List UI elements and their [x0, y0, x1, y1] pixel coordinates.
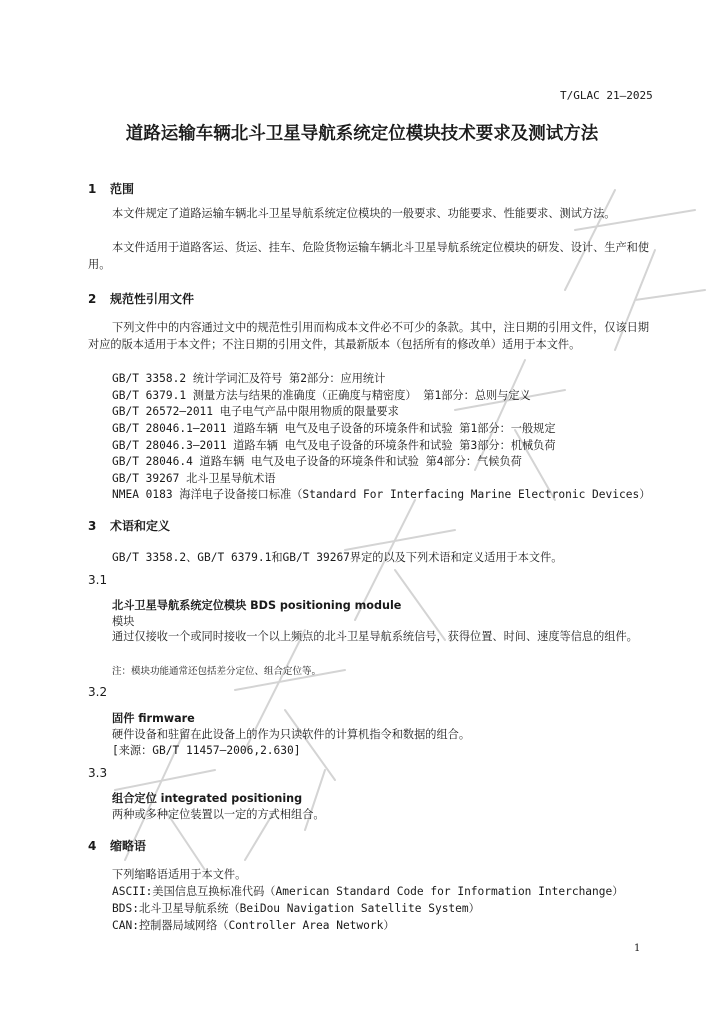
- term-number: 3.2: [88, 685, 108, 699]
- reference-item: GB/T 28046.3—2011 道路车辆 电气及电子设备的环境条件和试验 第3部分：机械负荷: [112, 439, 556, 452]
- scope-paragraph-2: 本文件适用于道路客运、货运、挂车、危险货物运输车辆北斗卫星导航系统定位模块的研发、设计、生产和使用。: [88, 241, 650, 271]
- reference-item: GB/T 3358.2 统计学词汇及符号 第2部分：应用统计: [112, 372, 386, 385]
- reference-item: GB/T 26572—2011 电子电气产品中限用物质的限量要求: [112, 405, 399, 418]
- term-entry: 组合定位 integrated positioning: [112, 792, 303, 805]
- term-definition: 硬件设备和驻留在此设备上的作为只读软件的计算机指令和数据的组合。: [112, 728, 471, 741]
- section-2-heading: [88, 290, 194, 307]
- section-number: 2: [88, 292, 97, 306]
- normative-references-intro: 下列文件中的内容通过文中的规范性引用而构成本文件必不可少的条款。其中，注日期的引用文件，仅该日期对应的版本适用于本文件；不注日期的引用文件，其最新版本（包括所有的修改单）适用于本文件。: [88, 321, 650, 351]
- term-note: 注：模块功能通常还包括差分定位、组合定位等。: [112, 666, 322, 677]
- section-number: 3: [88, 519, 97, 533]
- reference-item: NMEA 0183 海洋电子设备接口标准（Standard For Interfacing Marine Electronic Devices）: [112, 488, 651, 501]
- section-title: 规范性引用文件: [110, 292, 195, 306]
- abbreviations-intro: 下列缩略语适用于本文件。: [112, 868, 247, 881]
- section-3-heading: [88, 517, 170, 534]
- section-1-heading: [88, 180, 134, 197]
- page-number: 1: [634, 943, 641, 954]
- reference-item: GB/T 28046.1—2011 道路车辆 电气及电子设备的环境条件和试验 第1部分：一般规定: [112, 422, 556, 435]
- section-title: 缩略语: [110, 839, 147, 853]
- terms-intro: GB/T 3358.2、GB/T 6379.1和GB/T 39267界定的以及下列术语和定义适用于本文件。: [112, 551, 563, 564]
- term-entry: 固件 firmware: [112, 712, 195, 725]
- abbreviation-item: BDS:北斗卫星导航系统（BeiDou Navigation Satellite System）: [112, 902, 480, 915]
- standard-number: T/GLAC 21—2025: [560, 89, 653, 102]
- abbreviation-item: ASCII:美国信息互换标准代码（American Standard Code for Information Interchange）: [112, 885, 624, 898]
- scope-paragraph-1: 本文件规定了道路运输车辆北斗卫星导航系统定位模块的一般要求、功能要求、性能要求、测试方法。: [112, 207, 616, 220]
- watermark-graphic: [95, 170, 724, 870]
- term-alias: 模块: [112, 615, 135, 628]
- section-number: 1: [88, 182, 97, 196]
- reference-item: GB/T 6379.1 测量方法与结果的准确度（正确度与精密度） 第1部分：总则与定义: [112, 389, 531, 402]
- section-title: 范围: [110, 182, 135, 196]
- term-entry: 北斗卫星导航系统定位模块 BDS positioning module: [112, 599, 402, 612]
- section-number: 4: [88, 839, 97, 853]
- term-source: [来源：GB/T 11457—2006,2.630]: [112, 744, 301, 757]
- section-4-heading: [88, 837, 146, 854]
- term-definition: 两种或多种定位装置以一定的方式相组合。: [112, 808, 325, 821]
- document-title: 道路运输车辆北斗卫星导航系统定位模块技术要求及测试方法: [125, 124, 599, 144]
- abbreviation-item: CAN:控制器局域网络（Controller Area Network）: [112, 919, 395, 932]
- reference-item: GB/T 28046.4 道路车辆 电气及电子设备的环境条件和试验 第4部分：气候负荷: [112, 455, 522, 468]
- term-number: 3.1: [88, 573, 108, 587]
- section-title: 术语和定义: [110, 519, 171, 533]
- term-number: 3.3: [88, 766, 108, 780]
- reference-item: GB/T 39267 北斗卫星导航术语: [112, 472, 276, 485]
- term-definition: 通过仅接收一个或同时接收一个以上频点的北斗卫星导航系统信号，获得位置、时间、速度等信息的组件。: [112, 630, 638, 643]
